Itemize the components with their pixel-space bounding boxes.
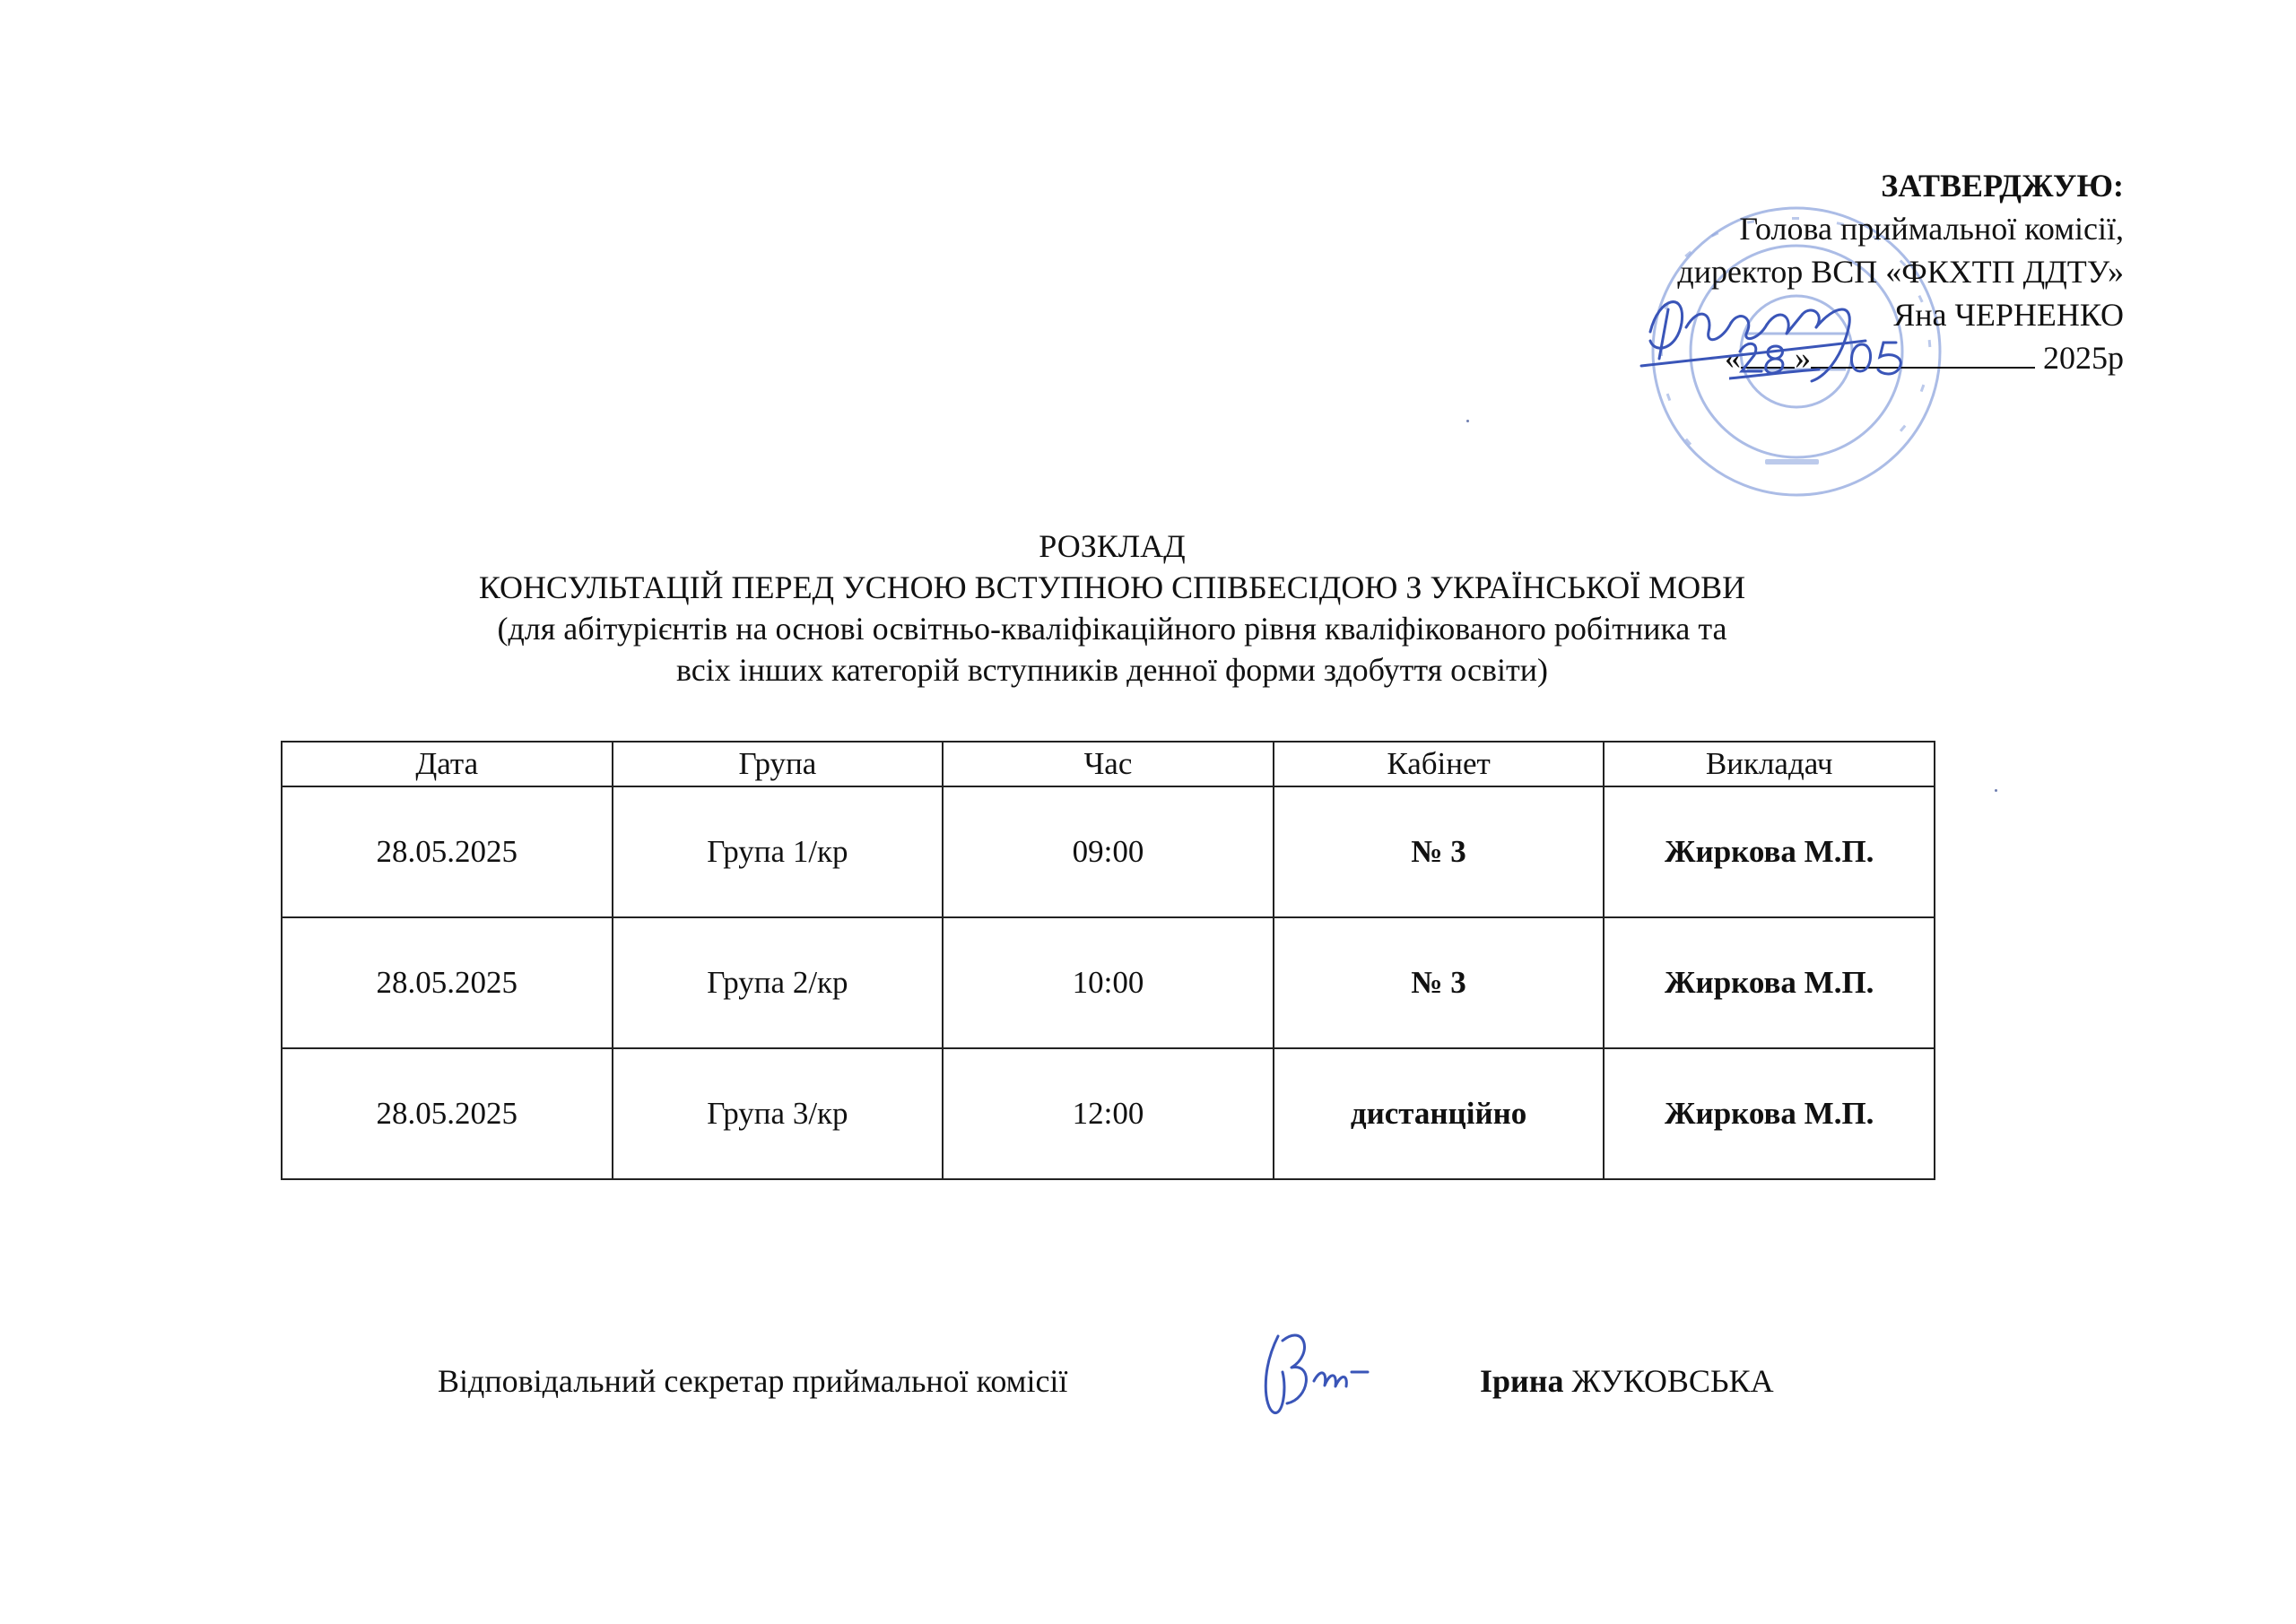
- title-line-1: РОЗКЛАД: [1039, 528, 1186, 564]
- cell-time: 12:00: [943, 1048, 1274, 1179]
- header-group: Група: [613, 742, 944, 786]
- table-row: [282, 786, 1935, 917]
- header-date: Дата: [282, 742, 613, 786]
- date-quote-open: «: [1725, 340, 1741, 376]
- table-header-row: [282, 742, 1935, 786]
- approval-heading: ЗАТВЕРДЖУЮ:: [1881, 168, 2124, 204]
- cell-time: 10:00: [943, 917, 1274, 1048]
- cell-date: 28.05.2025: [282, 786, 613, 917]
- cell-teacher: Жиркова М.П.: [1604, 786, 1935, 917]
- cell-group: Група 2/кр: [613, 917, 944, 1048]
- header-room: Кабінет: [1274, 742, 1605, 786]
- cell-teacher: Жиркова М.П.: [1604, 1048, 1935, 1179]
- table-row: [282, 1048, 1935, 1179]
- cell-room: № 3: [1274, 917, 1605, 1048]
- header-teacher: Викладач: [1604, 742, 1935, 786]
- approval-position: Голова приймальної комісії,: [1739, 211, 2124, 247]
- cell-group: Група 3/кр: [613, 1048, 944, 1179]
- signer-name: Яна ЧЕРНЕНКО: [1893, 297, 2124, 333]
- header-time: Час: [943, 742, 1274, 786]
- scan-speck: [1466, 420, 1469, 422]
- schedule-title: [269, 525, 1955, 690]
- secretary-name: [1480, 1359, 1774, 1403]
- secretary-first-name: Ірина: [1480, 1363, 1564, 1399]
- cell-room: дистанційно: [1274, 1048, 1605, 1179]
- cell-date: 28.05.2025: [282, 917, 613, 1048]
- cell-time: 09:00: [943, 786, 1274, 917]
- table-row: [282, 917, 1935, 1048]
- secretary-signature: [1251, 1318, 1386, 1426]
- cell-date: 28.05.2025: [282, 1048, 613, 1179]
- title-line-3: (для абітурієнтів на основі освітньо-кваліфікаційного рівня кваліфікованого робітника та: [497, 611, 1727, 647]
- date-quote-close: »: [1795, 340, 1811, 376]
- cell-room: № 3: [1274, 786, 1605, 917]
- cell-teacher: Жиркова М.П.: [1604, 917, 1935, 1048]
- approval-organization: директор ВСП «ФКХТП ДДТУ»: [1677, 254, 2124, 290]
- secretary-role: Відповідальний секретар приймальної комісії: [438, 1363, 1068, 1399]
- secretary-last-name: ЖУКОВСЬКА: [1571, 1363, 1774, 1399]
- handwritten-date: [1729, 332, 1935, 395]
- scan-speck: [1995, 789, 1997, 792]
- date-year: 2025р: [2043, 340, 2124, 376]
- cell-group: Група 1/кр: [613, 786, 944, 917]
- title-line-4: всіх інших категорій вступників денної форми здобуття освіти): [675, 652, 1549, 688]
- consultation-schedule-table: [281, 741, 1935, 1180]
- title-line-2: КОНСУЛЬТАЦІЙ ПЕРЕД УСНОЮ ВСТУПНОЮ СПІВБЕСІДОЮ З УКРАЇНСЬКОЇ МОВИ: [478, 569, 1746, 605]
